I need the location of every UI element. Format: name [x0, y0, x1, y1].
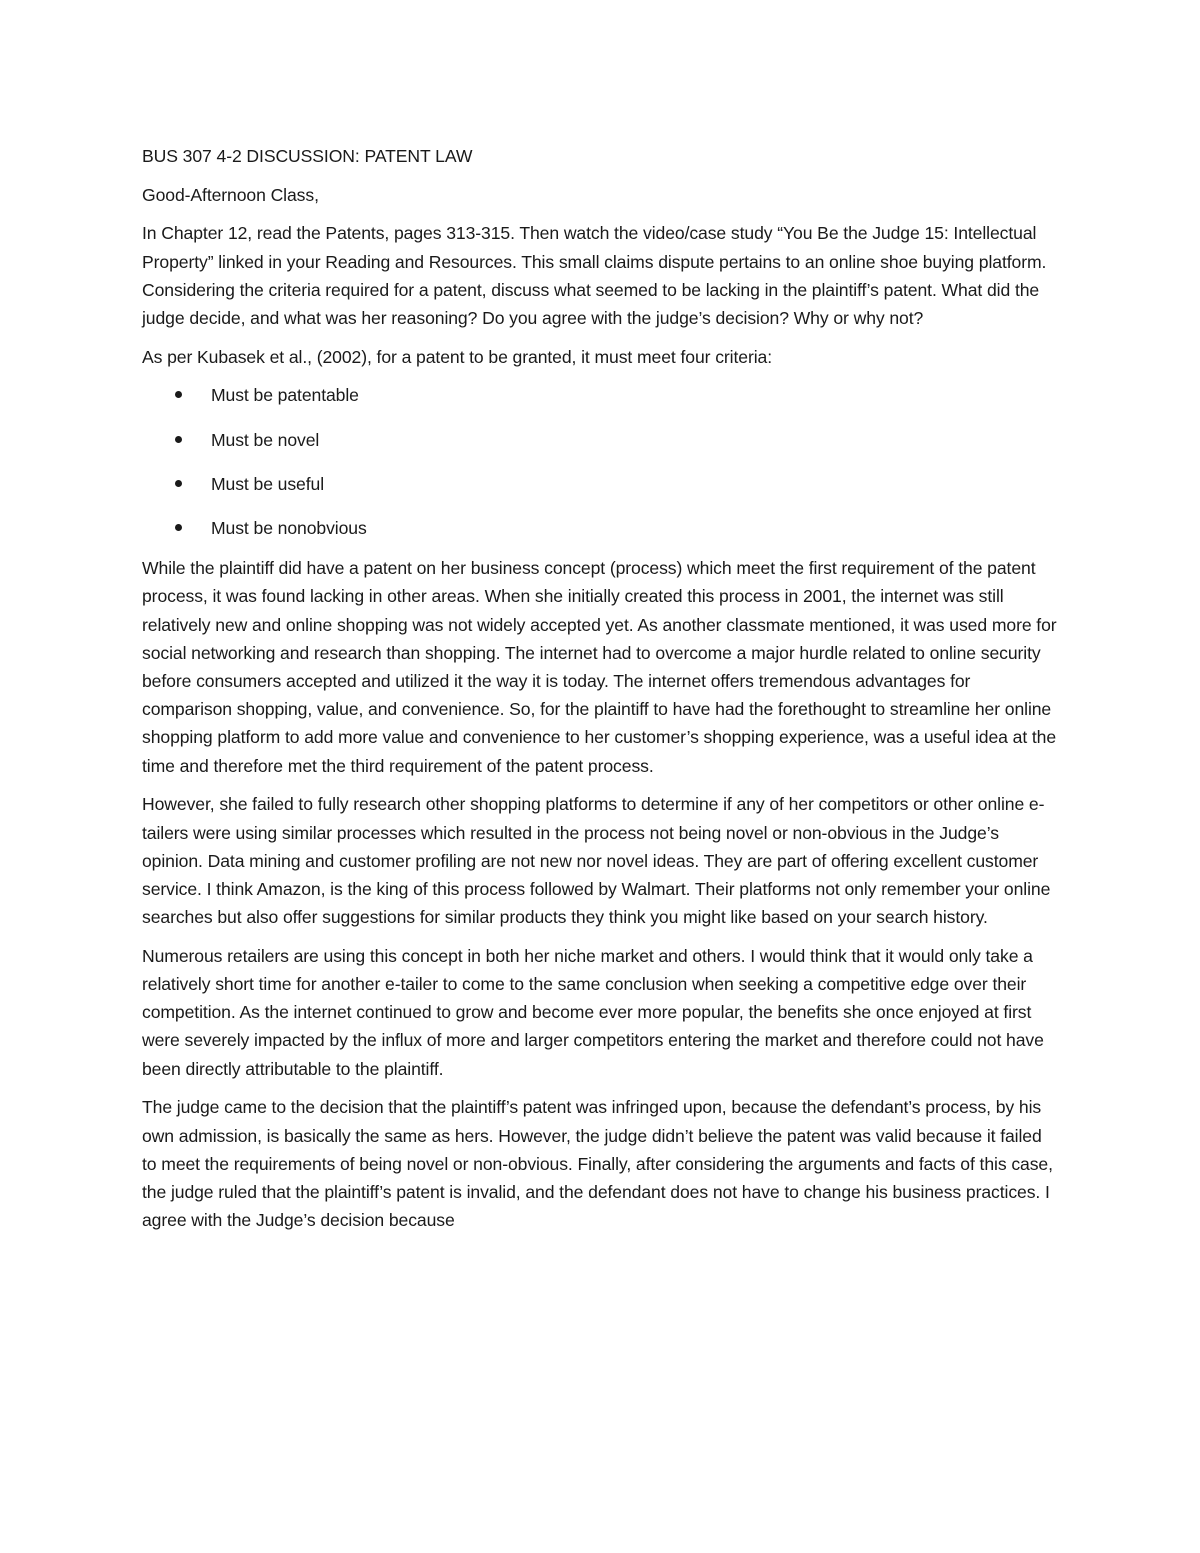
list-item — [142, 470, 1060, 498]
salutation: Good-Afternoon Class, — [142, 184, 319, 205]
bullet-icon — [175, 391, 182, 398]
document-title: BUS 307 4-2 DISCUSSION: PATENT LAW — [142, 146, 473, 166]
body-paragraph: Numerous retailers are using this concept in both her niche market and others. I would think that it would only take a relatively short time for another e-tailer to come to the same conclusion when seeking a competitive edge over their competition. As the internet continued to grow and become ever more popular, the benefits she once enjoyed at first were severely impacted by the influx of more and larger competitors entering the market and therefore could not have been directly attributable to the plaintiff. — [142, 945, 1044, 1079]
criteria-intro: As per Kubasek et al., (2002), for a patent to be granted, it must meet four criteria: — [142, 346, 772, 367]
criteria-list — [142, 381, 1060, 542]
document-page — [142, 142, 1060, 1245]
discussion-prompt: In Chapter 12, read the Patents, pages 313-315. Then watch the video/case study “You Be the Judge 15: Intellectual Property” linked in your Reading and Resources. This small claims dispute pertains to an online shoe buying platform. Considering the criteria required for a patent, discuss what seemed to be lacking in the plaintiff’s patent. What did the judge decide, and what was her reasoning? Do you agree with the judge’s decision? Why or why not? — [142, 223, 1047, 329]
body-paragraph: The judge came to the decision that the plaintiff’s patent was infringed upon, because the defendant’s process, by his own admission, is basically the same as hers. However, the judge didn’t believe the patent was valid because it failed to meet the requirements of being novel or non-obvious. Finally, after considering the arguments and facts of this case, the judge ruled that the plaintiff’s patent is invalid, and the defendant does not have to change his business practices. I agree with the Judge’s decision because — [142, 1097, 1053, 1231]
body-paragraph: However, she failed to fully research other shopping platforms to determine if any of her competitors or other online e-tailers were using similar processes which resulted in the process not being novel or non-obvious in the Judge’s opinion. Data mining and customer profiling are not new nor novel ideas. They are part of offering excellent customer service. I think Amazon, is the king of this process followed by Walmart. Their platforms not only remember your online searches but also offer suggestions for similar products they think you might like based on your search history. — [142, 794, 1051, 928]
list-item — [142, 426, 1060, 454]
bullet-icon — [175, 436, 182, 443]
criteria-item-label: Must be useful — [211, 473, 325, 494]
criteria-item-label: Must be nonobvious — [211, 518, 367, 539]
criteria-item-label: Must be patentable — [211, 385, 359, 406]
list-item — [142, 514, 1060, 542]
bullet-icon — [175, 524, 182, 531]
list-item — [142, 381, 1060, 409]
body-paragraph: While the plaintiff did have a patent on her business concept (process) which meet the first requirement of the patent process, it was found lacking in other areas. When she initially created this process in 2001, the internet was still relatively new and online shopping was not widely accepted yet. As another classmate mentioned, it was used more for social networking and research than shopping. The internet had to overcome a major hurdle related to online security before consumers accepted and utilized it the way it is today. The internet offers tremendous advantages for comparison shopping, value, and convenience. So, for the plaintiff to have had the forethought to streamline her online shopping platform to add more value and convenience to her customer’s shopping experience, was a useful idea at the time and therefore met the third requirement of the patent process. — [142, 558, 1057, 776]
bullet-icon — [175, 480, 182, 487]
criteria-item-label: Must be novel — [211, 429, 320, 450]
